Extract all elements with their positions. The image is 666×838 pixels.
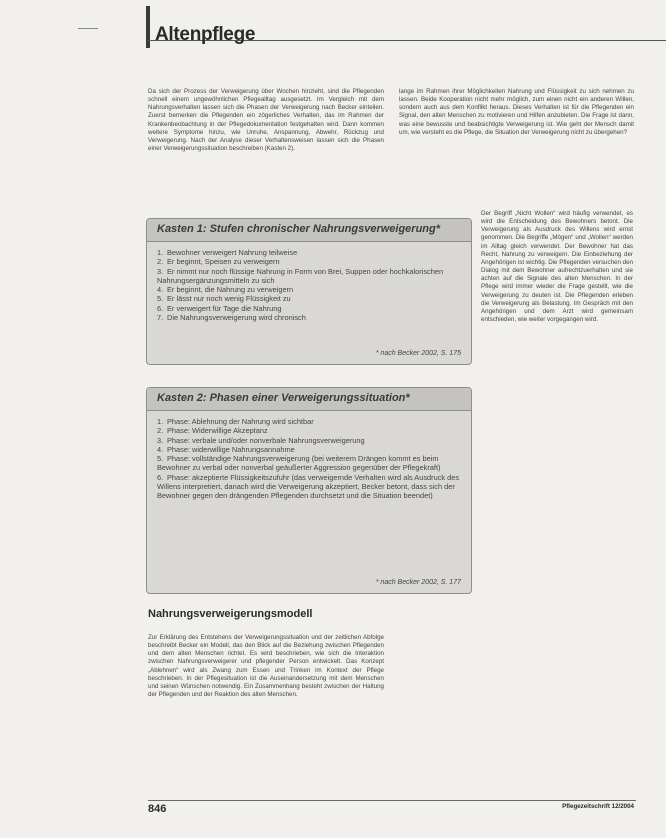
box-refusal-phases (146, 387, 472, 594)
body-text-left-top (148, 88, 384, 153)
paragraph: Zur Erklärung des Entstehens der Verweigerungssituation und der zeitlichen Abfolge beschreibt Becker ein Modell, das den Blick auf die Beziehung zwischen Pflegenden und dem alten Menschen richtet. Es wird beschrieben, wie sich die Interaktion zwischen Nahrungsverweigerer und pflegender Person entwickelt. Das Konzept „Ablehnen“ wird als Zwang zum Essen und Trinken im Kontext der Pflege beschrieben. In der Pflegesituation ist die Auseinandersetzung mit dem Menschen und seinen Wünschen notwendig. Ein Zusammenhang besteht zwischen der Haltung der Pflegenden und der Reaktion des alten Menschen. (148, 634, 384, 699)
list-item: 2. Er beginnt, Speisen zu verweigern (157, 257, 280, 267)
box-title: Kasten 1: Stufen chronischer Nahrungsverweigerung* (157, 223, 441, 235)
box-header (147, 388, 471, 411)
box-title: Kasten 2: Phasen einer Verweigerungssituation* (157, 392, 410, 404)
paragraph: Da sich der Prozess der Verweigerung über Wochen hinzieht, sind die Pflegenden schnell einem ungewöhnlichen Pflegealltag ausgesetzt. Im Vergleich mit dem Nahrungsverhalten lassen sich die Phasen der Verweigerung nach Becker einteilen. Zuerst bemerken die Pflegenden ein zögerliches Verhalten, das im Rahmen der Krankenbeobachtung in der Pflegedokumentation festgehalten wird. Dann kommen weitere Symptome hinzu, wie Unruhe, Anspannung, Abwehr, Rückzug und Verweigerung. Nach der Analyse dieser Verhaltensweisen lassen sich die Phasen einer Verweigerungssituation beschreiben (Kasten 2). (148, 88, 384, 153)
box-chronic-stages (146, 218, 472, 365)
body-text-right-narrow (481, 210, 633, 324)
section-title: Altenpflege (155, 24, 256, 45)
list-item: 3. Er nimmt nur noch flüssige Nahrung in Form von Brei, Suppen oder hochkalorischen Nahrungsergänzungsmitteln zu sich (157, 266, 444, 285)
box-header (147, 219, 471, 242)
page-number: 846 (148, 803, 167, 815)
list-item: 6. Er verweigert für Tage die Nahrung (157, 303, 282, 313)
box-source: * nach Becker 2002, S. 175 (375, 350, 461, 357)
footer-rule (148, 800, 636, 801)
journal-name: Pflegezeitschrift 12/2004 (562, 803, 634, 810)
box-source: * nach Becker 2002, S. 177 (375, 579, 461, 586)
paragraph: lange im Rahmen ihrer Möglichkeiten Nahrung und Flüssigkeit zu sich nehmen zu lassen. Beide Kooperation nicht mehr möglich, zum einen nicht ein anderen Willen, sondern auch aus dem Konflikt heraus. Dieses Verhalten ist für die Pflegenden ein Signal, den alten Menschen zu motivieren und Hilfen anzubieten. Die Frage ist dann, was eine bewusste und beabsichtigte Verweigerung ist. Wie geht der Mensch damit um, wie versteht es die Pflege, die Situation der Verweigerung nicht zu übergehen? (399, 88, 634, 136)
list-item: 1. Bewohner verweigert Nahrung teilweise (157, 248, 298, 257)
list-item: 4. Phase: widerwillige Nahrungsannahme (157, 444, 295, 454)
list-item: 3. Phase: verbale und/oder nonverbale Nahrungsverweigerung (157, 435, 365, 445)
crop-mark (78, 28, 98, 29)
list-item: 6. Phase: akzeptierte Flüssigkeitszufuhr (das verweigernde Verhalten wird als Ausdruck des Willens interpretiert, danach wird die Verweigerung akzeptiert, Becker betont, dass sich der Bewohner gegen den drängenden Pflegenden durchsetzt und die Situation beendet) (157, 472, 460, 501)
paragraph: Der Begriff „Nicht Wollen“ wird häufig verwendet, es wird die Entscheidung des Bewohners betont. Die Verweigerung als Ausdruck des Willens wird ernst genommen. Die Begriffe „Mögen“ und „Wollen“ werden im Alltag gleich verwendet. Der Bewohner hat das Recht, Nahrung zu verweigern. Die Einbeziehung der Angehörigen ist wichtig. Die Pflegenden versuchen den Dialog mit dem Bewohner aufrechtzuerhalten und sie achten auf die Signale des alten Menschen. In der Pflege wird immer wieder die Frage gestellt, wie die Verweigerung zu deuten ist. Die Pflegenden erleben die Verweigerung als Belastung. Im Gespräch mit den Angehörigen und dem Arzt wird gemeinsam entschieden, wie weiter vorgegangen wird. (481, 210, 633, 324)
list-item: 1. Phase: Ablehnung der Nahrung wird sichtbar (157, 417, 314, 426)
list-item: 5. Er lässt nur noch wenig Flüssigkeit zu (157, 294, 291, 304)
list-item: 4. Er beginnt, die Nahrung zu verweigern (157, 285, 294, 295)
body-text-left-bottom (148, 634, 384, 699)
header-bar (146, 6, 150, 48)
box-list (147, 417, 471, 501)
list-item: 7. Die Nahrungsverweigerung wird chronisch (157, 313, 306, 323)
list-item: 5. Phase: vollständige Nahrungsverweigerung (bei weiterem Drängen kommt es beim Bewohner zu verbal oder nonverbal geäußerter Aggression gegenüber der Pflegekraft) (157, 454, 441, 473)
list-item: 2. Phase: Widerwillige Akzeptanz (157, 426, 268, 436)
subheading: Nahrungsverweigerungsmodell (148, 608, 313, 620)
body-text-right-top (399, 88, 634, 137)
box-list (147, 248, 471, 322)
